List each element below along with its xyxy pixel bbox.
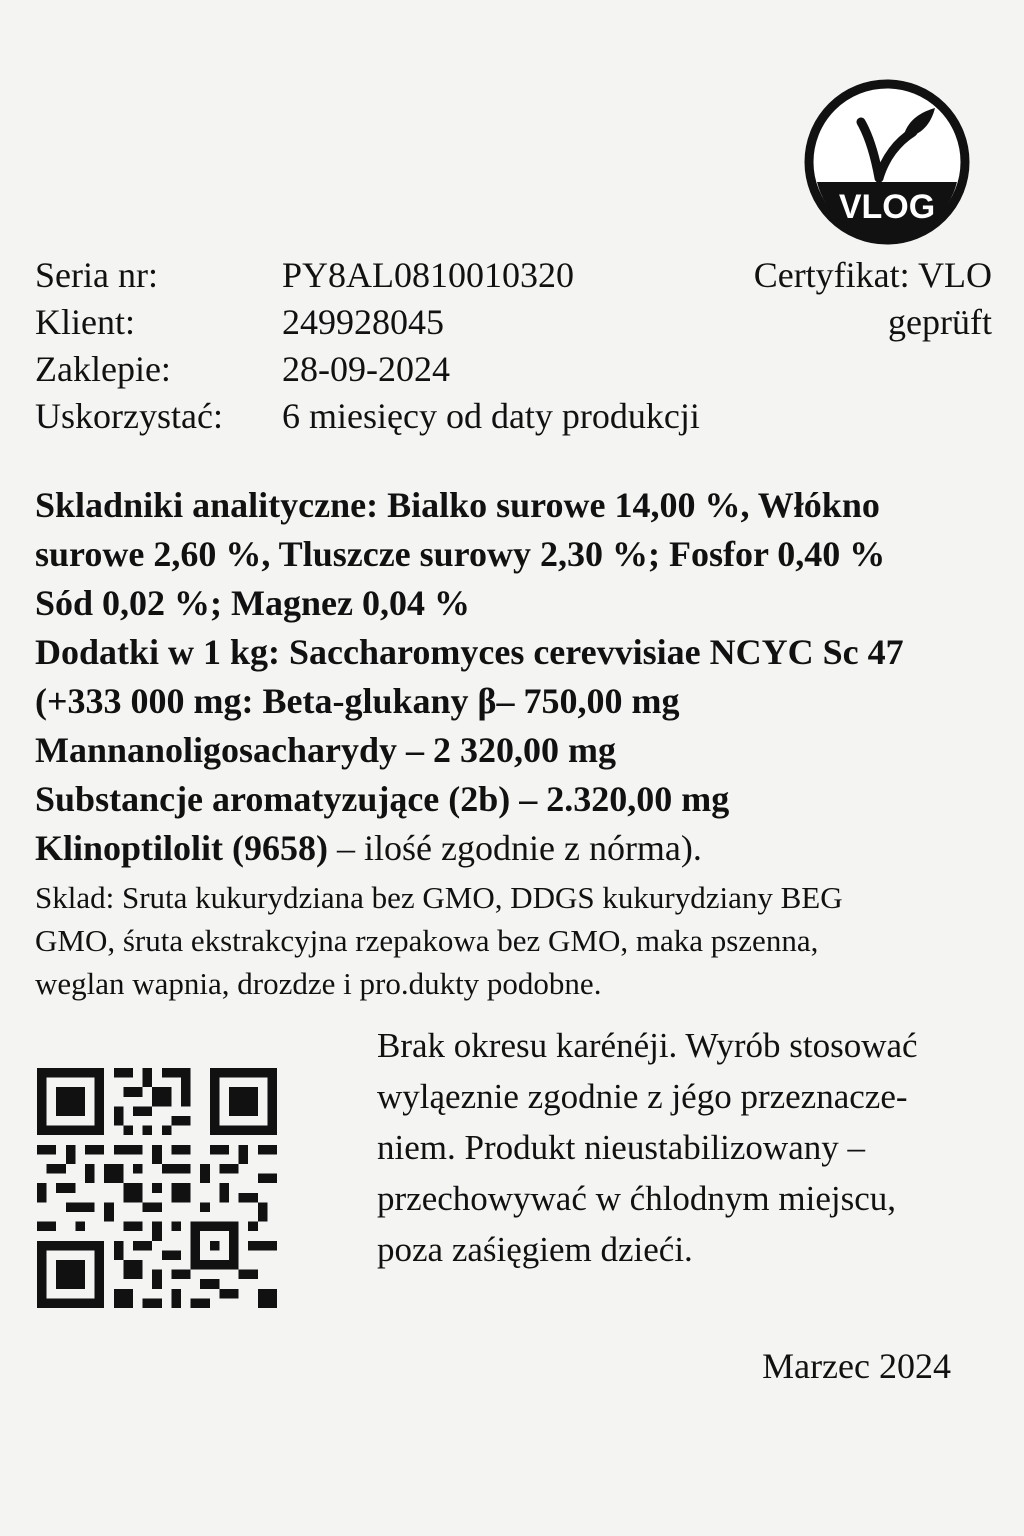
ingredients-line: Sklad: Sruta kukurydziana bez GMO, DDGS kukurydziany BEG [35, 880, 843, 915]
composition-line-last [35, 824, 995, 873]
packed-label: Zaklepie: [35, 349, 171, 389]
ingredients-line: GMO, śruta ekstrakcyjna rzepakowa bez GMO, maka pszenna, [35, 923, 819, 958]
warning-line: przechowywać w ćhlodnym miejscu, [377, 1179, 897, 1218]
info-row-use-by [35, 393, 700, 440]
info-row-series [35, 252, 700, 299]
composition-line: (+333 000 mg: Beta-glukany β– 750,00 mg [35, 681, 680, 721]
client-value: 249928045 [282, 302, 444, 342]
ingredients [35, 876, 995, 1005]
composition-line: surowe 2,60 %, Tluszcze surowy 2,30 %; Fosfor 0,40 % [35, 534, 886, 574]
certificate-line-1: Certyfikat: VLO [753, 255, 992, 295]
ingredients-line: weglan wapnia, drozdze i pro.dukty podobne. [35, 966, 602, 1001]
info-row-client [35, 299, 700, 346]
warning-line: Brak okresu karénéji. Wyrób stosować [377, 1026, 918, 1065]
info-row-packed [35, 346, 700, 393]
certificate [754, 252, 992, 346]
series-value: PY8AL0810010320 [282, 255, 575, 295]
usage-warning [377, 1020, 997, 1275]
packed-value: 28-09-2024 [282, 349, 450, 389]
composition-last-bold: Klinoptilolit (9658) [35, 828, 329, 868]
composition-line: Substancje aromatyzujące (2b) – 2.320,00 mg [35, 779, 730, 819]
warning-line: niem. Produkt nieustabilizowany – [377, 1128, 865, 1167]
product-info [35, 252, 700, 440]
composition-line: Mannanoligosacharydy – 2 320,00 mg [35, 730, 617, 770]
composition-last-normal: – ilośé zgodnie z nórma). [328, 828, 702, 868]
series-label: Seria nr: [35, 255, 158, 295]
analytical-composition [35, 481, 995, 873]
use-by-value: 6 miesięcy od daty produkcji [282, 396, 700, 436]
vlog-logo [803, 78, 971, 246]
composition-line: Skladniki analityczne: Bialko surowe 14,00 %, Włókno [35, 485, 880, 525]
client-label: Klient: [35, 302, 135, 342]
composition-line: Dodatki w 1 kg: Saccharomyces cerevvisiae NCYC Sc 47 [35, 632, 904, 672]
vlog-logo-text: VLOG [838, 188, 936, 226]
composition-line: Sód 0,02 %; Magnez 0,04 % [35, 583, 470, 623]
warning-line: poza zaśięgiem dzieći. [377, 1230, 693, 1269]
use-by-label: Uskorzystać: [35, 396, 223, 436]
qr-code [37, 1068, 277, 1308]
warning-line: wyląeznie zgodnie z jégo przeznacze- [377, 1077, 908, 1116]
certificate-line-2: geprüft [888, 302, 992, 342]
footer-date: Marzec 2024 [762, 1346, 951, 1386]
